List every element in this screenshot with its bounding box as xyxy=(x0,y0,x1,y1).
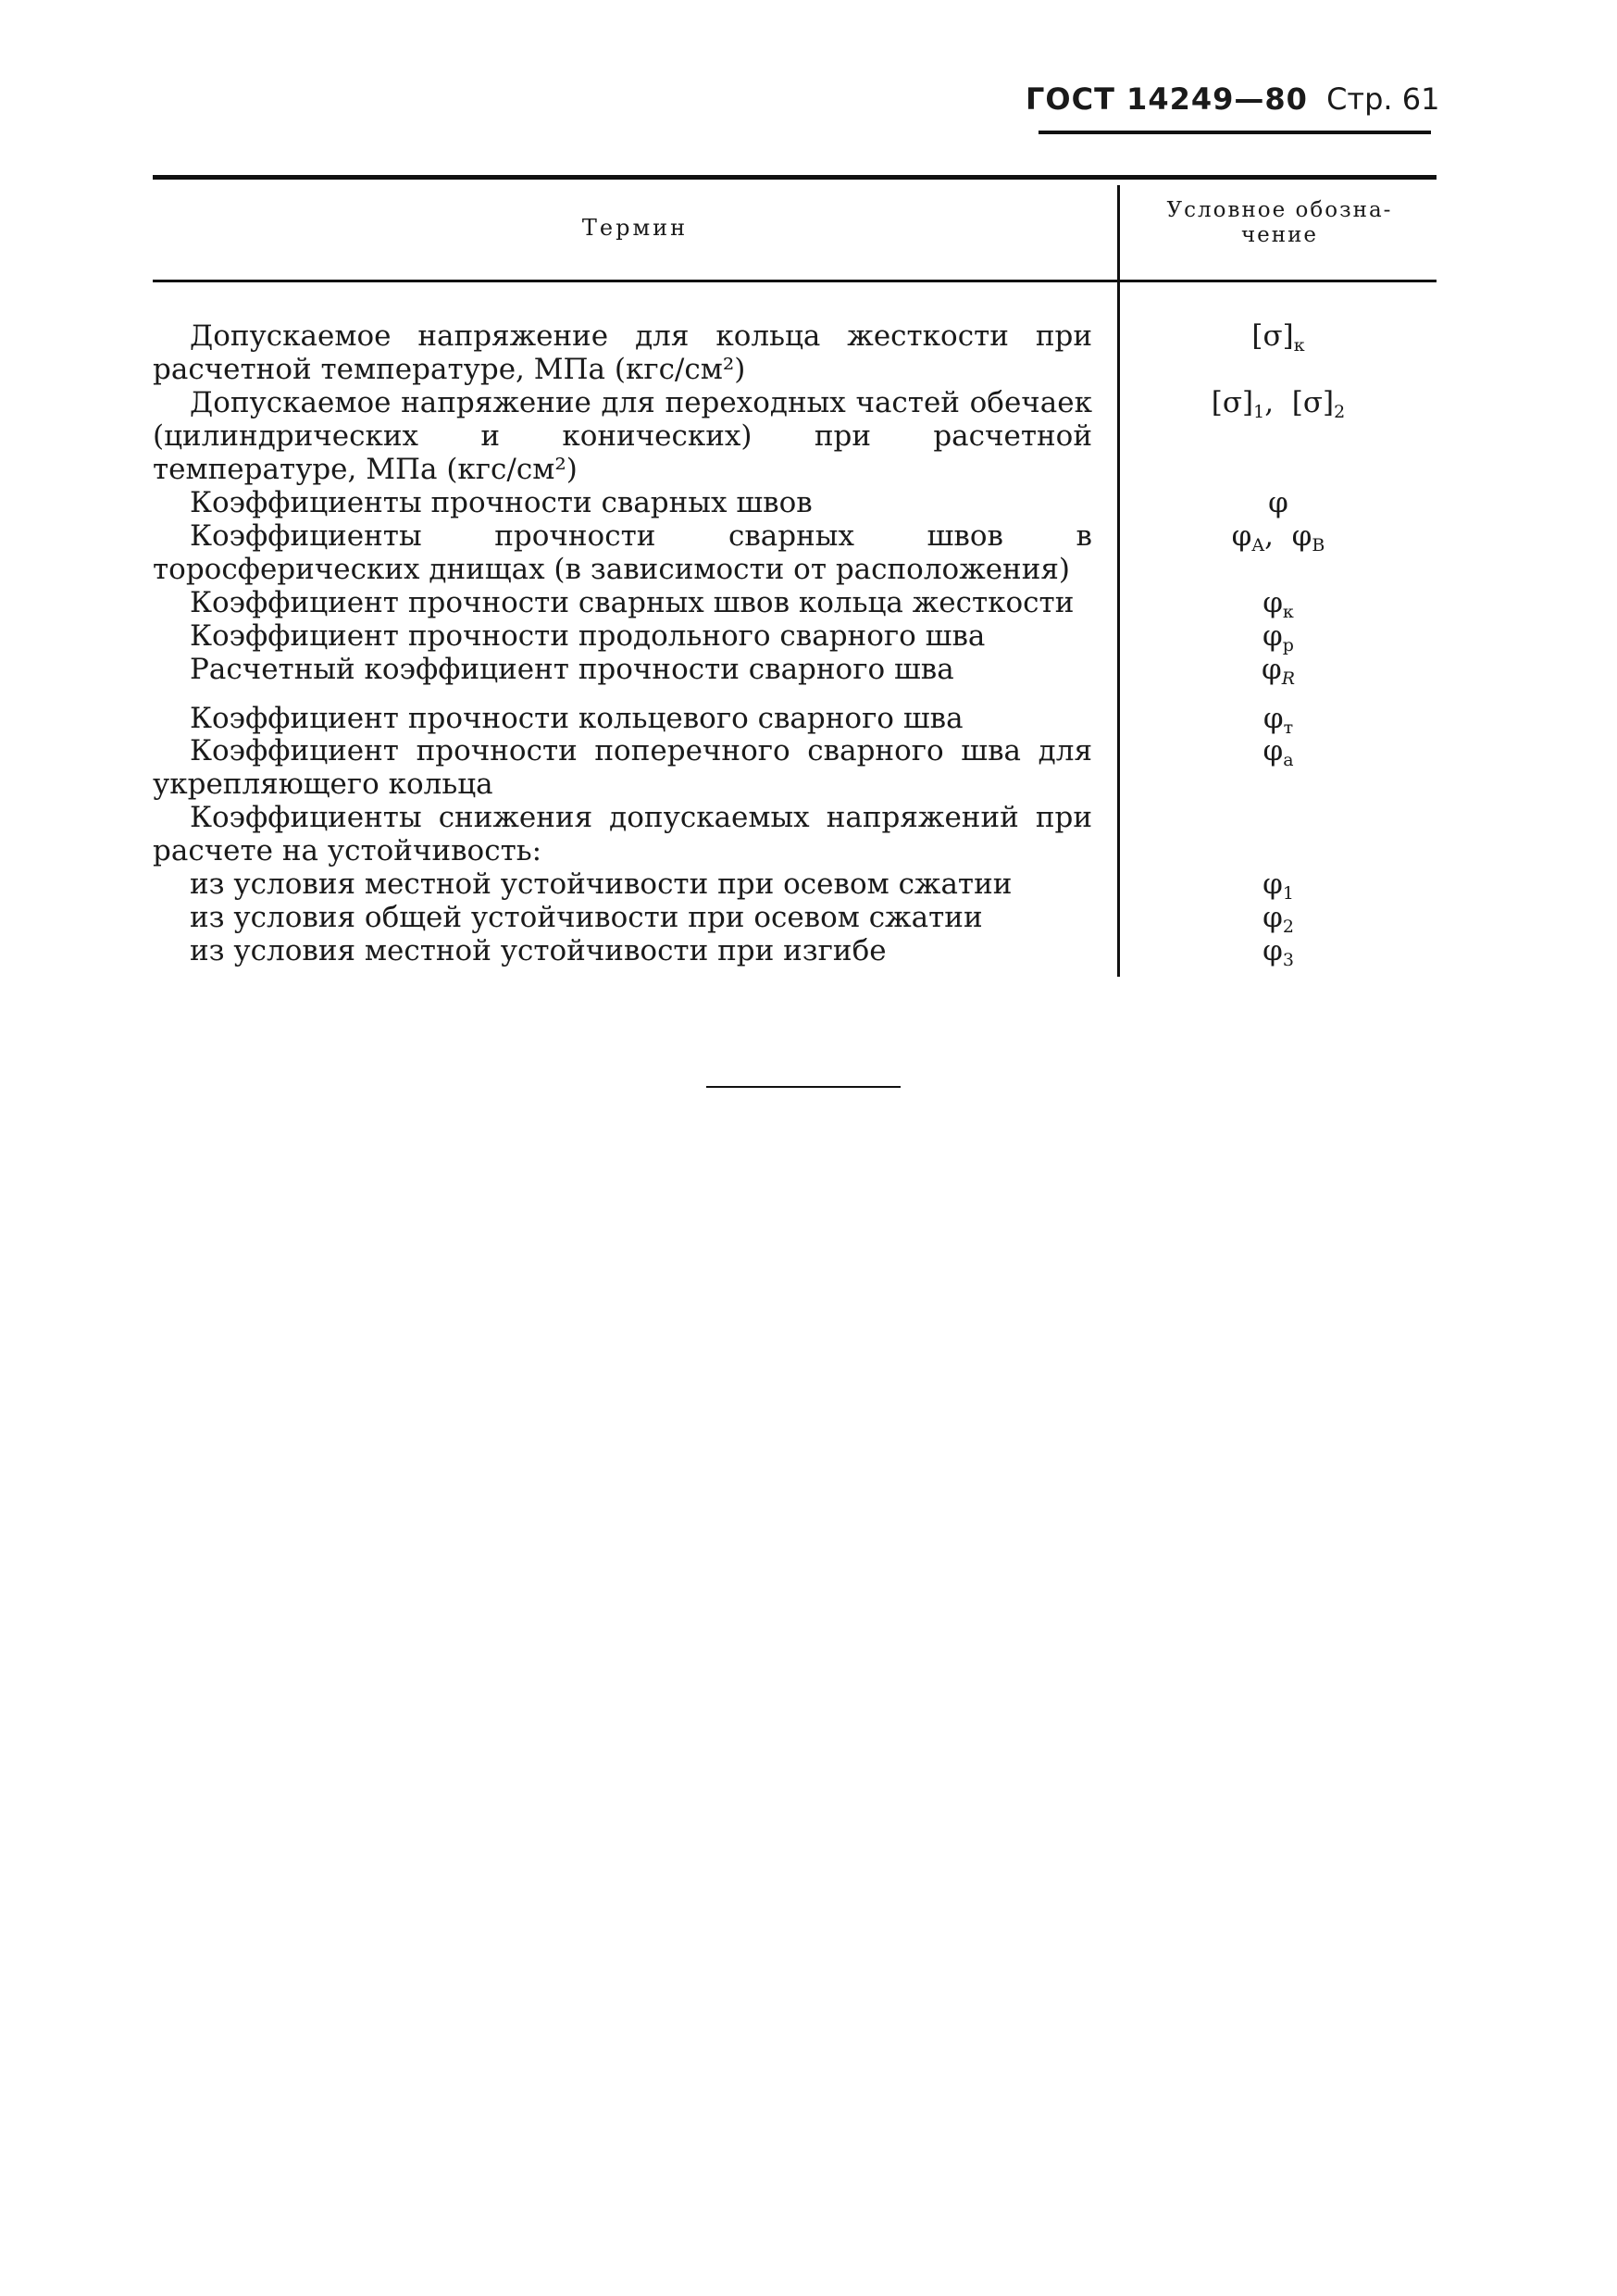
column-header-term: Термин xyxy=(581,215,689,241)
term-text: Коэффициенты прочности сварных швов xyxy=(190,486,813,519)
term-text: Коэффициент прочности продольного сварного шва xyxy=(190,619,986,653)
symbol-cell: $\varphi_a$ xyxy=(1263,734,1294,770)
symbol-cell: $[\sigma]_к$ xyxy=(1251,319,1305,356)
term-text: Коэффициенты прочности сварных швов в торосферических днищах (в зависимости от расположения) xyxy=(153,519,1092,586)
symbol-cell: $[\sigma]_1$, $[\sigma]_2$ xyxy=(1211,386,1346,422)
symbol-cell: $\varphi_1$ xyxy=(1263,867,1294,904)
column-header-symbol: Условное обозна- чение xyxy=(1166,198,1393,247)
symbol-cell: $\varphi_A$, $\varphi_B$ xyxy=(1231,519,1325,555)
table-top-rule xyxy=(153,175,1437,180)
symbol-cell: $\varphi_p$ xyxy=(1263,619,1294,655)
end-rule xyxy=(706,1086,901,1088)
column-divider xyxy=(1117,185,1120,977)
term-text: из условия местной устойчивости при осевом сжатии xyxy=(190,867,1013,901)
header-rule xyxy=(1039,131,1431,134)
term-text: Коэффициент прочности сварных швов кольца жесткости xyxy=(190,586,1075,619)
term-text: Допускаемое напряжение для кольца жесткости при расчетной температуре, МПа (кгс/см²) xyxy=(153,319,1092,386)
symbol-cell: $\varphi_к$ xyxy=(1263,586,1294,622)
symbol-cell: φ xyxy=(1268,486,1288,519)
term-text: Коэффициент прочности поперечного сварного шва для укрепляющего кольца xyxy=(153,734,1092,801)
symbol-cell: $\varphi_R$ xyxy=(1261,653,1296,689)
table-header-rule xyxy=(153,280,1437,282)
term-text: Коэффициенты снижения допускаемых напряжений при расчете на устойчивость: xyxy=(153,801,1092,867)
term-text: Расчетный коэффициент прочности сварного шва xyxy=(190,653,954,686)
symbol-cell: $\varphi_2$ xyxy=(1263,901,1294,937)
term-text: Коэффициент прочности кольцевого сварного шва xyxy=(190,702,964,735)
term-text: Допускаемое напряжение для переходных частей обечаек (цилиндрических и конических) при расчетной температуре, МПа (кгс/см²) xyxy=(153,386,1092,486)
standard-number: ГОСТ 14249—80 xyxy=(1026,81,1308,117)
symbol-cell: $\varphi_т$ xyxy=(1263,702,1294,738)
page-header xyxy=(1026,81,1440,137)
term-text: из условия местной устойчивости при изгибе xyxy=(190,934,887,967)
term-text: из условия общей устойчивости при осевом сжатии xyxy=(190,901,983,934)
symbol-cell: $\varphi_3$ xyxy=(1263,934,1294,970)
page-number: Стр. 61 xyxy=(1326,81,1440,117)
